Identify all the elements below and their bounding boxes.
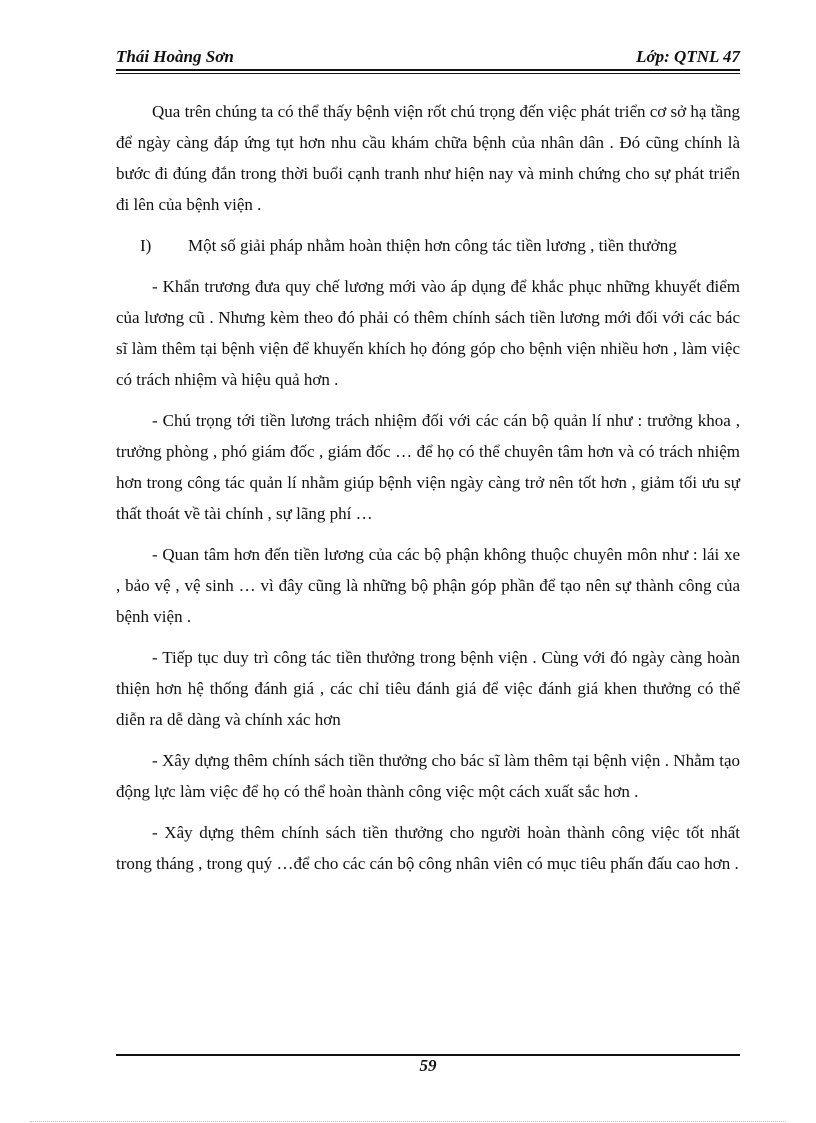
paragraph-4: - Tiếp tục duy trì công tác tiền thưởng trong bệnh viện . Cùng với đó ngày càng hoàn thiện hơn hệ thống đánh giá , các chỉ tiêu đánh giá để việc đánh giá khen thưởng có thể diễn ra dễ dàng và chính xác hơn <box>116 648 740 729</box>
paragraph-1: - Khẩn trương đưa quy chế lương mới vào áp dụng để khắc phục những khuyết điểm của lương cũ . Nhưng kèm theo đó phải có thêm chính sách tiền lương mới đối với các bác sĩ làm thêm tại bệnh viện để khuyến khích họ đóng góp cho bệnh viện nhiều hơn , làm việc có trách nhiệm và hiệu quả hơn . <box>116 277 740 389</box>
paragraph-intro: Qua trên chúng ta có thể thấy bệnh viện rốt chú trọng đến việc phát triển cơ sở hạ tầng để ngày càng đáp ứng tụt hơn nhu cầu khám chữa bệnh của nhân dân . Đó cũng chính là bước đi đúng đắn trong thời buổi cạnh tranh như hiện nay và minh chứng cho sự phát triển đi lên của bệnh viện . <box>116 102 740 214</box>
page-number: 59 <box>419 1056 437 1075</box>
header-author: Thái Hoàng Sơn <box>116 47 234 66</box>
paragraph-2: - Chú trọng tới tiền lương trách nhiệm đối với các cán bộ quản lí như : trưởng khoa , trưởng phòng , phó giám đốc , giám đốc … để họ có thể chuyên tâm hơn và có trách nhiệm hơn trong công tác quản lí nhằm giúp bệnh viện ngày càng trở nên tốt hơn , giảm tối ưu sự thất thoát về tài chính , sự lãng phí … <box>116 411 740 523</box>
section-heading <box>116 230 740 261</box>
paragraph-6: - Xây dựng thêm chính sách tiền thưởng cho người hoàn thành công việc tốt nhất trong tháng , trong quý …để cho các cán bộ công nhân viên có mục tiêu phấn đấu cao hơn . <box>116 823 740 873</box>
paragraph-3: - Quan tâm hơn đến tiền lương của các bộ phận không thuộc chuyên môn như : lái xe , bảo vệ , vệ sinh … vì đây cũng là những bộ phận góp phần để tạo nên sự thành công của bệnh viện . <box>116 545 740 626</box>
document-body <box>116 96 740 889</box>
page-header <box>116 47 740 69</box>
header-rule-thick <box>116 69 740 71</box>
header-rule-thin <box>116 73 740 74</box>
section-heading-number: I) <box>140 236 152 255</box>
page-bottom-dotted-line <box>30 1121 786 1122</box>
section-heading-text: Một số giải pháp nhằm hoàn thiện hơn công tác tiền lương , tiền thưởng <box>188 236 677 255</box>
header-class: Lớp: QTNL 47 <box>636 47 740 66</box>
paragraph-5: - Xây dựng thêm chính sách tiền thưởng cho bác sĩ làm thêm tại bệnh viện . Nhằm tạo động lực làm việc để họ có thể hoàn thành công việc một cách xuất sắc hơn . <box>116 751 740 801</box>
